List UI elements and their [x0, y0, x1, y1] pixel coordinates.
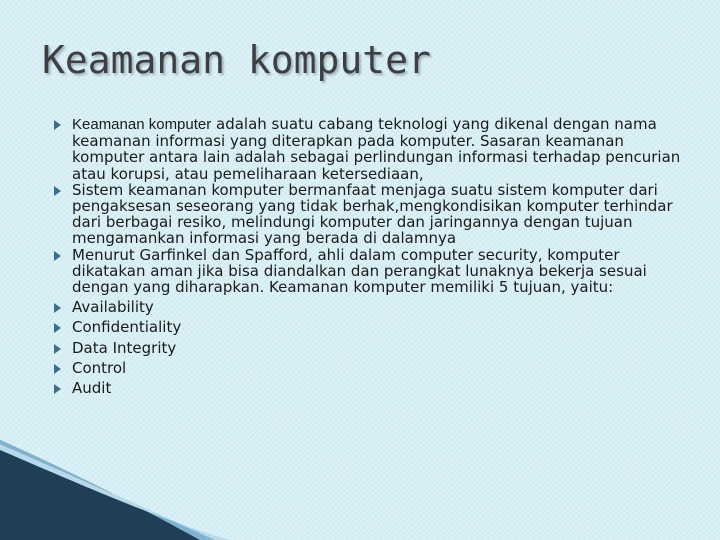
bullet-lead-term: Keamanan komputer	[72, 116, 212, 133]
right-arrow-icon	[54, 364, 61, 374]
bullet-text: Audit	[72, 379, 112, 398]
bullet-item	[52, 182, 692, 247]
bullet-text: Availability	[72, 298, 154, 317]
bullet-text: Confidentiality	[72, 318, 182, 337]
bullet-item	[52, 360, 692, 376]
bullet-list	[52, 116, 692, 396]
bullet-item	[52, 247, 692, 296]
right-arrow-icon	[54, 186, 61, 196]
right-arrow-icon	[54, 344, 61, 354]
right-arrow-icon	[54, 251, 61, 261]
right-arrow-icon	[54, 384, 61, 394]
slide-title: Keamanan komputer	[42, 38, 431, 82]
bullet-item	[52, 380, 692, 396]
right-arrow-icon	[54, 120, 61, 130]
bullet-text: adalah suatu cabang teknologi yang dikenal dengan nama keamanan informasi yang diterapkan pada komputer. Sasaran keamanan komputer antara lain adalah sebagai perlindungan informasi terhadap pencurian atau korupsi, atau pemeliharaan ketersediaan,	[72, 115, 681, 183]
bullet-text: Menurut Garfinkel dan Spafford, ahli dalam computer security, komputer dikatakan aman jika bisa diandalkan dan perangkat lunaknya bekerja sesuai dengan yang diharapkan. Keamanan komputer memiliki 5 tujuan, yaitu:	[72, 245, 647, 297]
bullet-item	[52, 340, 692, 356]
bullet-item	[52, 319, 692, 335]
bullet-text: Sistem keamanan komputer bermanfaat menjaga suatu sistem komputer dari pengaksesan seseorang yang tidak berhak,mengkondisikan komputer terhindar dari berbagai resiko, melindungi komputer dan jaringannya dengan tujuan mengamankan informasi yang berada di dalamnya	[72, 180, 673, 248]
bullet-text: Data Integrity	[72, 338, 177, 357]
right-arrow-icon	[54, 323, 61, 333]
corner-swoosh-decoration	[0, 440, 720, 540]
right-arrow-icon	[54, 303, 61, 313]
bullet-item	[52, 116, 692, 182]
bullet-item	[52, 299, 692, 315]
bullet-text: Control	[72, 358, 127, 377]
